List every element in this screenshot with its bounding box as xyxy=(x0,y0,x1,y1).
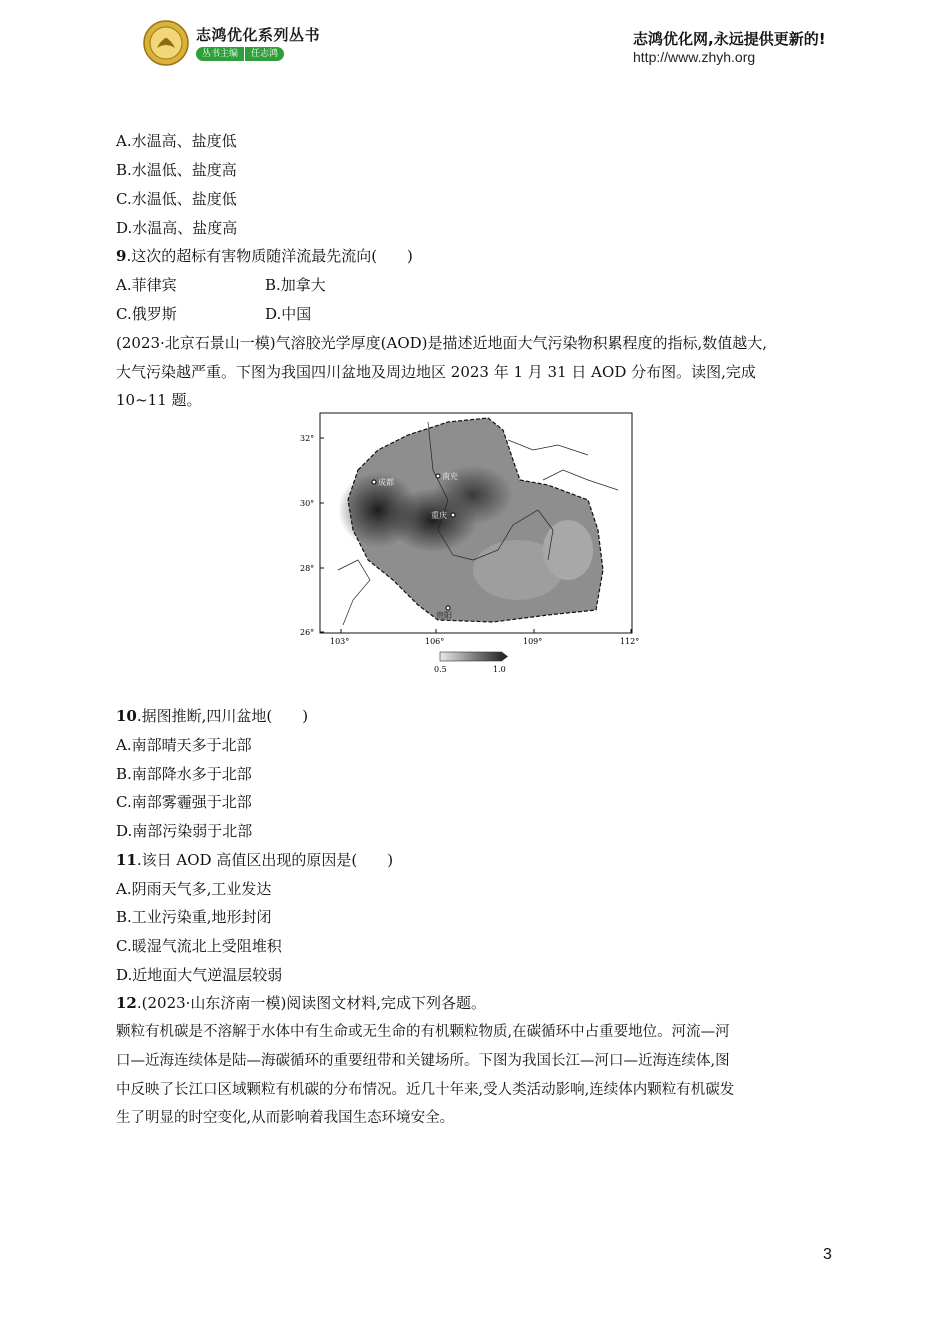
q11-number: 11 xyxy=(116,851,137,869)
q10-option-a: A.南部晴天多于北部 xyxy=(116,736,252,754)
q11-stem-text: .该日 AOD 高值区出现的原因是( ) xyxy=(136,851,394,869)
q10-option-c: C.南部雾霾强于北部 xyxy=(116,793,252,811)
q9-option-c: C.俄罗斯 xyxy=(116,305,177,323)
q10-option-d: D.南部污染弱于北部 xyxy=(116,822,253,840)
q11-option-a: A.阴雨天气多,工业发达 xyxy=(116,880,272,898)
city-label-nanchong: 南充 xyxy=(442,472,458,481)
lon-label-106: 106° xyxy=(425,637,445,646)
lon-label-112: 112° xyxy=(620,637,640,646)
lat-label-28: 28° xyxy=(300,564,315,573)
q12-stem xyxy=(116,993,486,1013)
intro-line-2: 大气污染越严重。下图为我国四川盆地及周边地区 2023 年 1 月 31 日 AOD 分布图。读图,完成 xyxy=(116,363,756,381)
q12-material-line-3: 中反映了长江口区域颗粒有机碳的分布情况。近几十年来,受人类活动影响,连续体内颗粒有机碳发 xyxy=(116,1082,735,1098)
q12-number: 12 xyxy=(116,994,137,1012)
city-marker-nanchong xyxy=(436,474,440,478)
q8-option-a: A.水温高、盐度低 xyxy=(116,132,237,150)
q8-option-b: B.水温低、盐度高 xyxy=(116,161,237,179)
q12-material-line-1: 颗粒有机碳是不溶解于水体中有生命或无生命的有机颗粒物质,在碳循环中占重要地位。河流—河 xyxy=(116,1024,730,1040)
city-marker-chongqing xyxy=(451,513,455,517)
q10-stem-text: .据图推断,四川盆地( ) xyxy=(136,707,309,725)
lon-label-103: 103° xyxy=(330,637,350,646)
q10-number: 10 xyxy=(116,707,137,725)
lat-label-32: 32° xyxy=(300,434,315,443)
legend-arrow-icon xyxy=(502,652,508,661)
city-marker-guiyang xyxy=(446,606,450,610)
city-label-guiyang: 贵阳 xyxy=(436,611,452,620)
q9-stem-text: .这次的超标有害物质随洋流最先流向( ) xyxy=(126,247,413,265)
brand-editor-badge xyxy=(196,47,284,61)
q9-option-a: A.菲律宾 xyxy=(116,276,177,294)
q11-option-c: C.暖湿气流北上受阻堆积 xyxy=(116,937,282,955)
book-series-logo-icon xyxy=(143,20,189,66)
page-number: 3 xyxy=(823,1246,832,1263)
legend-min-label: 0.5 xyxy=(434,665,447,674)
aod-legend-colorbar xyxy=(440,652,502,661)
q8-option-c: C.水温低、盐度低 xyxy=(116,190,237,208)
brand-editor-name: 任志鸿 xyxy=(244,47,284,61)
q9-option-d: D.中国 xyxy=(265,305,312,323)
q10-stem xyxy=(116,706,308,726)
q11-option-d: D.近地面大气逆温层较弱 xyxy=(116,966,283,984)
aod-map-figure xyxy=(298,410,648,680)
lon-label-109: 109° xyxy=(523,637,543,646)
q12-material-line-2: 口—近海连续体是陆—海碳循环的重要纽带和关键场所。下图为我国长江—河口—近海连续体,图 xyxy=(116,1053,730,1069)
q9-option-b: B.加拿大 xyxy=(265,276,326,294)
page-header xyxy=(0,0,950,80)
intro-line-3: 10~11 题。 xyxy=(116,391,202,409)
q11-option-b: B.工业污染重,地形封闭 xyxy=(116,908,272,926)
lat-label-26: 26° xyxy=(300,628,315,637)
q12-stem-text: .(2023·山东济南一模)阅读图文材料,完成下列各题。 xyxy=(136,994,487,1012)
q11-stem xyxy=(116,850,393,870)
q12-material-line-4: 生了明显的时空变化,从而影响着我国生态环境安全。 xyxy=(116,1110,455,1126)
brand-editor-label: 丛书主编 xyxy=(196,47,244,61)
city-label-chongqing: 重庆 xyxy=(431,511,447,520)
aod-map-svg xyxy=(298,410,648,680)
legend-max-label: 1.0 xyxy=(493,665,506,674)
city-marker-chengdu xyxy=(372,480,376,484)
brand-title: 志鸿优化系列丛书 xyxy=(196,26,321,44)
q9-number: 9 xyxy=(116,247,127,265)
header-url[interactable]: http://www.zhyh.org xyxy=(633,49,756,65)
city-label-chengdu: 成都 xyxy=(378,478,394,487)
q10-option-b: B.南部降水多于北部 xyxy=(116,765,252,783)
q9-stem xyxy=(116,246,413,266)
q8-option-d: D.水温高、盐度高 xyxy=(116,219,238,237)
intro-line-1: (2023·北京石景山一模)气溶胶光学厚度(AOD)是描述近地面大气污染物积累程度的指标,数值越大, xyxy=(116,334,768,352)
header-slogan: 志鸿优化网,永远提供更新的! xyxy=(633,30,826,48)
lat-label-30: 30° xyxy=(300,499,315,508)
